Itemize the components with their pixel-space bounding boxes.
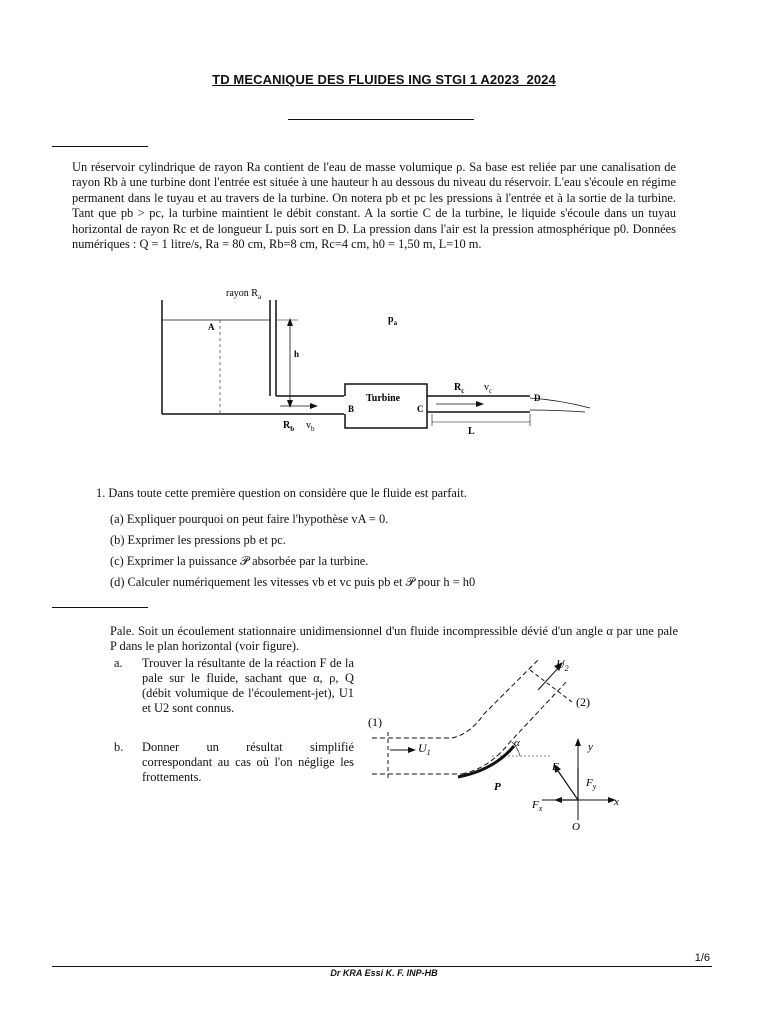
exercise2-intro: Pale. Soit un écoulement stationnaire unidimensionnel d'un fluide incompressible dévié d'un angle α par une pale P dans le plan horizontal (voir figure). [110,624,678,653]
point-B-label: B [348,404,355,414]
item-text: Donner un résultat simplifié correspondant au cas où l'on néglige les frottements. [142,740,354,784]
blade-figure [362,650,642,832]
exercise1-paragraph: Un réservoir cylindrique de rayon Ra contient de l'eau de masse volumique ρ. Sa base est reliée par une canalisation de rayon Rb à une turbine dont l'entrée est située à une hauteur h au dessous du niveau du réservoir. L'eau s'écoule en régime permanent dans le tuyau et au travers de la turbine. On notera pb et pc les pressions à l'entrée et à la sortie de la turbine. Tant que pb > pc, la turbine maintient le débit constant. A la sortie C de la turbine, le liquide s'écoule dans un tuyau horizontal de rayon Rc et de longueur L puis sort en D. La pression dans l'air est la pression atmosphérique p0. Données numériques : Q = 1 litre/s, Ra = 80 cm, Rb=8 cm, Rc=4 cm, h0 = 1,50 m, L=10 m. [72,160,676,252]
point-A-label: A [208,322,215,332]
question-1-intro: 1. Dans toute cette première question on considère que le fluide est parfait. [96,486,467,500]
force-F-label: F [552,761,559,773]
u2-label: $U_2$ [556,657,569,673]
u1-label: $U_1$ [418,741,431,757]
turbine-label: Turbine [366,393,401,404]
title-rule [288,119,474,120]
page-number: 1/6 [694,952,710,964]
blade-P-label: P [494,781,501,793]
fy-label: $F_y$ [586,777,597,791]
exercise2-item-b [114,740,354,790]
point-C-label: C [417,404,424,414]
page-title: TD MECANIQUE DES FLUIDES ING STGI 1 A2023_2024 [212,72,556,87]
footer-author: Dr KRA Essi K. F. INP-HB [330,968,438,978]
item-label: a. [114,656,123,670]
reservoir-turbine-figure [150,280,600,440]
section-2-label: (2) [576,695,590,709]
vb-label: $v_b$ [306,420,315,433]
h-label: h [294,349,300,359]
origin-O-label: O [572,821,580,832]
question-1d: (d) Calculer numériquement les vitesses vb et vc puis pb et 𝒫 pour h = h0 [110,575,476,589]
pa-label: $p_a$ [388,314,398,327]
section-1-label: (1) [368,715,382,729]
vc-label: $v_c$ [484,382,493,395]
footer-rule [52,966,712,967]
exercise2-rule [52,607,148,608]
rb-label: $R_b$ [283,420,295,433]
question-1c: (c) Exprimer la puissance 𝒫 absorbée par la turbine. [110,554,369,568]
x-axis-label: x [614,796,619,808]
point-D-label: D [534,393,541,403]
question-1b: (b) Exprimer les pressions pb et pc. [110,533,286,547]
exercise2-item-a [114,656,354,736]
rayon-label: rayon $R_a$ [226,288,262,301]
fx-label: $F_x$ [532,799,543,813]
exercise1-rule [52,146,148,147]
alpha-label: α [514,737,520,749]
question-1a: (a) Expliquer pourquoi on peut faire l'hypothèse vA = 0. [110,512,389,526]
item-label: b. [114,740,124,754]
y-axis-label: y [588,741,593,753]
item-text: Trouver la résultante de la réaction F de la pale sur le fluide, sachant que α, ρ, Q (débit volumique de l'écoulement-jet), U1 et U2 sont connus. [142,656,354,715]
rc-label: $R_c$ [454,382,465,395]
L-label: L [468,426,475,437]
